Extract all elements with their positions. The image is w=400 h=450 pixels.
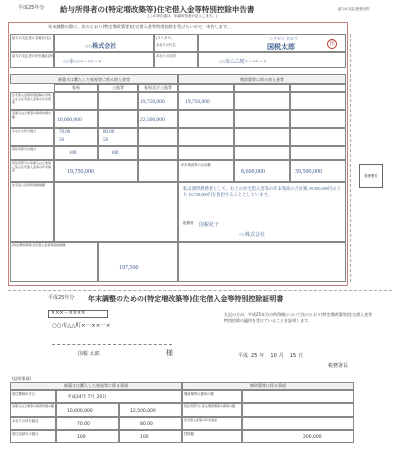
row2-both[interactable]: 22,500,000 (138, 110, 178, 128)
section-a-header: 新築又は購入した家屋等に係る借入金等 (10, 74, 178, 84)
cert-right-val-1 (242, 390, 354, 403)
section-b-header: 増改築等に係る借入金等 (178, 74, 346, 84)
employee-address-field[interactable]: ○○市△△町×－××－× (198, 52, 346, 68)
payer-address-field[interactable]: ○○市○○×－××－× (54, 52, 154, 68)
cert-row-3-label: あなたの持分割合 (10, 417, 56, 430)
col-header-b3 (290, 84, 346, 92)
form2-title: 年末調整のための(特定増改築等)住宅借入金等特別控除証明書 (88, 295, 284, 303)
certificate-statement: 左記の方が、平成25年分の所得税について次のとおり(特定増改築等)住宅借入金等特別控除の適用を受けていることを証明します。 (224, 312, 373, 323)
row3-b3[interactable] (290, 128, 346, 146)
row3-land[interactable]: 80.00 50 (98, 128, 138, 146)
row2-house[interactable]: 10,000,000 (54, 110, 98, 128)
row1-b3[interactable] (290, 92, 346, 110)
row-label-3: あなたの持分割合 (10, 128, 54, 146)
seal-mark: 印 (327, 39, 337, 49)
row-label-4: 居住用部分の割合 (10, 146, 54, 160)
row3-both[interactable] (138, 128, 178, 146)
cert-row-1-value: 平成24年 7月 20日 (56, 390, 182, 403)
cert-row-3-b: 80.00 (119, 417, 182, 430)
form1-title: 給与所得者の(特定増改築等)住宅借入金等特別控除申告書 (60, 5, 255, 14)
col-header-both: 家屋及び土地等 (138, 84, 178, 92)
row5-b3[interactable]: 39,500,000 (290, 160, 346, 182)
row5-b2[interactable]: 8,600,000 (234, 160, 290, 182)
row2-land[interactable] (98, 110, 138, 128)
cert-row-4-a: 100 (56, 430, 119, 443)
blank-lower[interactable] (178, 242, 346, 282)
cert-row-2-b: 12,500,000 (119, 403, 182, 417)
row1-both[interactable]: 19,750,000 (138, 92, 178, 110)
row3-b1[interactable] (178, 128, 234, 146)
row5-b1: 年末残高等の合計額 (178, 160, 234, 182)
row3-house[interactable]: 70.00 50 (54, 128, 98, 146)
form1-tax-office-label: 給与の支払者受付印 (338, 7, 370, 11)
year-credit-label: (特定増改築等)住宅借入金等特別控除額 (10, 242, 98, 282)
cert-right-val-2 (242, 403, 354, 417)
form2-year: 平成25年分 (48, 295, 75, 301)
cert-right-row-4: 控除額 (182, 430, 242, 443)
recipient-divider (52, 344, 172, 345)
payer-name-label: 給与の支払者の名称(氏名) (10, 34, 54, 52)
year-credit-value[interactable]: 197,500 (98, 242, 178, 282)
row4-house[interactable]: 100 (54, 146, 98, 160)
row1-land[interactable] (98, 92, 138, 110)
employee-name-field[interactable]: コクゼイ タロウ 国税太郎 印 (198, 34, 346, 52)
row1-house[interactable] (54, 92, 98, 110)
cut-line (8, 290, 392, 291)
cert-row-2-a: 10,000,000 (56, 403, 119, 417)
col-header-house: 家屋 (54, 84, 98, 92)
row-label-2: 家屋又は土地等の取得対価の額 (10, 110, 54, 128)
col-header-b2 (234, 84, 290, 92)
recipient-address: ○○市△△町×－××－× (52, 323, 111, 329)
cert-right-val-4: 200,000 (242, 430, 354, 443)
cert-left-header: 新築又は購入した家屋等に係る事項 (10, 382, 182, 390)
cert-row-2-label: 家屋又は土地等の取得対価の額 (10, 403, 56, 417)
row1-b1[interactable]: 19,750,000 (178, 92, 234, 110)
employee-address-label: あなたの住所 (154, 52, 198, 68)
right-side-strip (350, 34, 391, 282)
recipient-postal-box: ×××－×××× (48, 310, 108, 318)
office-name: 税務署長 (328, 363, 349, 369)
col-header-land: 土地等 (98, 84, 138, 92)
payer-address-label: 給与の支払者の所在地(住所) (10, 52, 54, 68)
cert-row-4-label: 居住用部分の割合 (10, 430, 56, 443)
cert-right-row-2: 居住用部分に係る増改築等の費用の額 (182, 403, 242, 417)
row2-b3[interactable] (290, 110, 346, 128)
cert-right-header: 増改築等に係る事項 (182, 382, 354, 390)
row-label-5: 居住用部分の家屋又は土地等に係る住宅借入金等の年末残高 (10, 160, 54, 182)
row1-b2[interactable] (234, 92, 290, 110)
employee-furigana-label: (フリガナ) あなたの氏名 (154, 34, 198, 52)
cert-row-1-label: 居住開始年月日 (10, 390, 56, 403)
cert-row-4-b: 100 (119, 430, 182, 443)
form-top (8, 4, 392, 286)
lower-left-box[interactable] (54, 182, 178, 242)
row4-b2[interactable] (234, 146, 290, 160)
row-label-6: 住宅借入金等特別控除額 (10, 182, 54, 242)
section-label: (証明事項) (12, 376, 32, 381)
joint-debt-note[interactable]: 私は連帯債務者として、右上の住宅借入金等の年末残高の合計額 39,500,000円のうち 19,750,000円を負担することとしています。 配偶者 国税花子 ○○株式会社 (178, 182, 346, 242)
row3-b2[interactable] (234, 128, 290, 146)
tax-office-box: 税務署長 (359, 164, 383, 188)
row2-b1[interactable] (178, 110, 234, 128)
cert-row-3-a: 70.00 (56, 417, 119, 430)
row5-house[interactable]: 19,750,000 (54, 160, 138, 182)
certificate-date: 平成 25 年 10 月 15 日 (238, 353, 304, 359)
row2-b2[interactable] (234, 110, 290, 128)
form1-sub-note: (この申告書は、年調所得者が記入します。) (148, 14, 217, 18)
row5-both[interactable] (138, 160, 178, 182)
payer-name-field[interactable]: ○○株式会社 (54, 34, 154, 52)
cert-right-val-3 (242, 417, 354, 430)
row4-b1[interactable] (178, 146, 234, 160)
cert-right-row-1: 増改築等の費用の額 (182, 390, 242, 403)
col-header-b1 (178, 84, 234, 92)
form-bottom (8, 294, 392, 446)
form1-intro: 年末調整の際に、次のとおり(特定増改築等)住宅借入金等特別控除を受けたいので、申告します。 (48, 24, 231, 29)
cert-right-row-3: 住宅借入金等の年末残高 (182, 417, 242, 430)
row-label-1: 住宅借入金等特別控除の対象となる住宅借入金等の年末残高 (10, 92, 54, 110)
form1-year: 平成25年分 (18, 5, 45, 11)
row4-both[interactable] (138, 146, 178, 160)
row4-land[interactable]: 100 (98, 146, 138, 160)
recipient-honorific: 様 (166, 349, 173, 357)
recipient-name: 国税 太郎 (78, 351, 100, 357)
row4-b3[interactable] (290, 146, 346, 160)
